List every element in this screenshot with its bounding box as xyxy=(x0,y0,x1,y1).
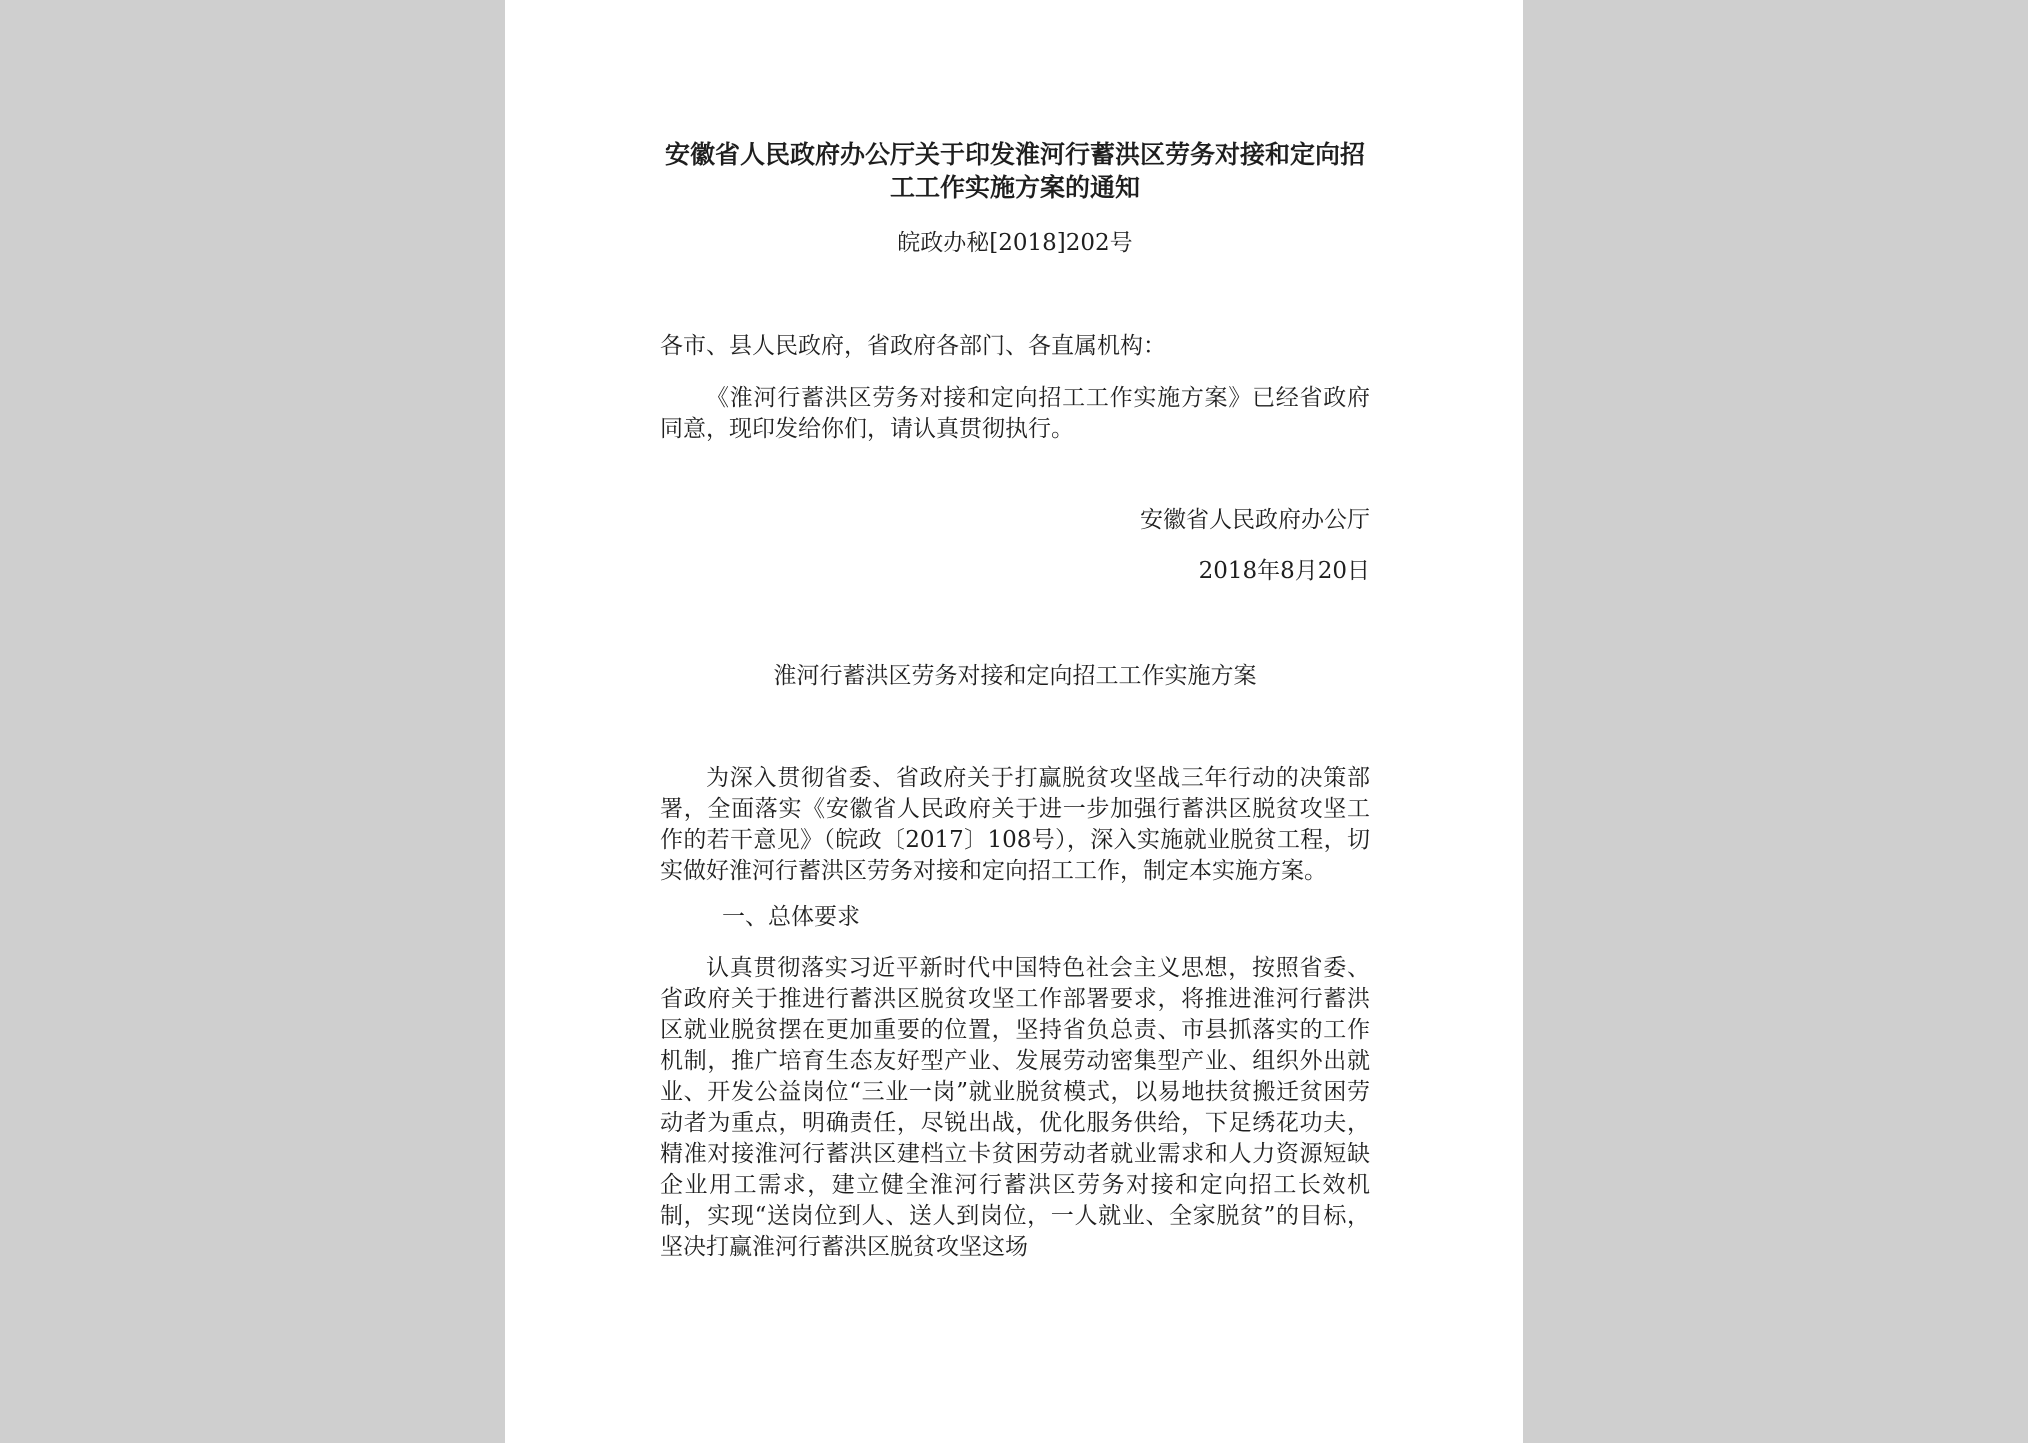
issuer-signature: 安徽省人民政府办公厅 xyxy=(1140,507,1370,533)
plan-title: 淮河行蓄洪区劳务对接和定向招工工作实施方案 xyxy=(773,663,1257,689)
document-number: 皖政办秘[2018]202号 xyxy=(897,230,1133,256)
paragraph-purpose: 为深入贯彻省委、省政府关于打赢脱贫攻坚战三年行动的决策部署，全面落实《安徽省人民政府关于进一步加强行蓄洪区脱贫攻坚工作的若干意见》（皖政〔2017〕108号），深入实施就业脱贫工程，切实做好淮河行蓄洪区劳务对接和定向招工工作，制定本实施方案。 xyxy=(660,765,1370,884)
document-title: 安徽省人民政府办公厅关于印发淮河行蓄洪区劳务对接和定向招工工作实施方案的通知 xyxy=(664,140,1365,202)
document-content xyxy=(660,138,1370,1263)
document-page xyxy=(505,0,1523,1443)
section-heading-general-requirements: 一、总体要求 xyxy=(722,904,860,930)
intro-paragraph: 《淮河行蓄洪区劳务对接和定向招工工作实施方案》已经省政府同意，现印发给你们，请认真贯彻执行。 xyxy=(660,385,1370,442)
paragraph-general-requirements: 认真贯彻落实习近平新时代中国特色社会主义思想，按照省委、省政府关于推进行蓄洪区脱贫攻坚工作部署要求，将推进淮河行蓄洪区就业脱贫摆在更加重要的位置，坚持省负总责、市县抓落实的工作机制，推广培育生态友好型产业、发展劳动密集型产业、组织外出就业、开发公益岗位“三业一岗”就业脱贫模式，以易地扶贫搬迁贫困劳动者为重点，明确责任，尽锐出战，优化服务供给，下足绣花功夫，精准对接淮河行蓄洪区建档立卡贫困劳动者就业需求和人力资源短缺企业用工需求，建立健全淮河行蓄洪区劳务对接和定向招工长效机制，实现“送岗位到人、送人到岗位，一人就业、全家脱贫”的目标，坚决打赢淮河行蓄洪区脱贫攻坚这场 xyxy=(660,955,1370,1260)
issue-date: 2018年8月20日 xyxy=(1198,558,1370,584)
addressee: 各市、县人民政府，省政府各部门、各直属机构： xyxy=(660,333,1166,359)
